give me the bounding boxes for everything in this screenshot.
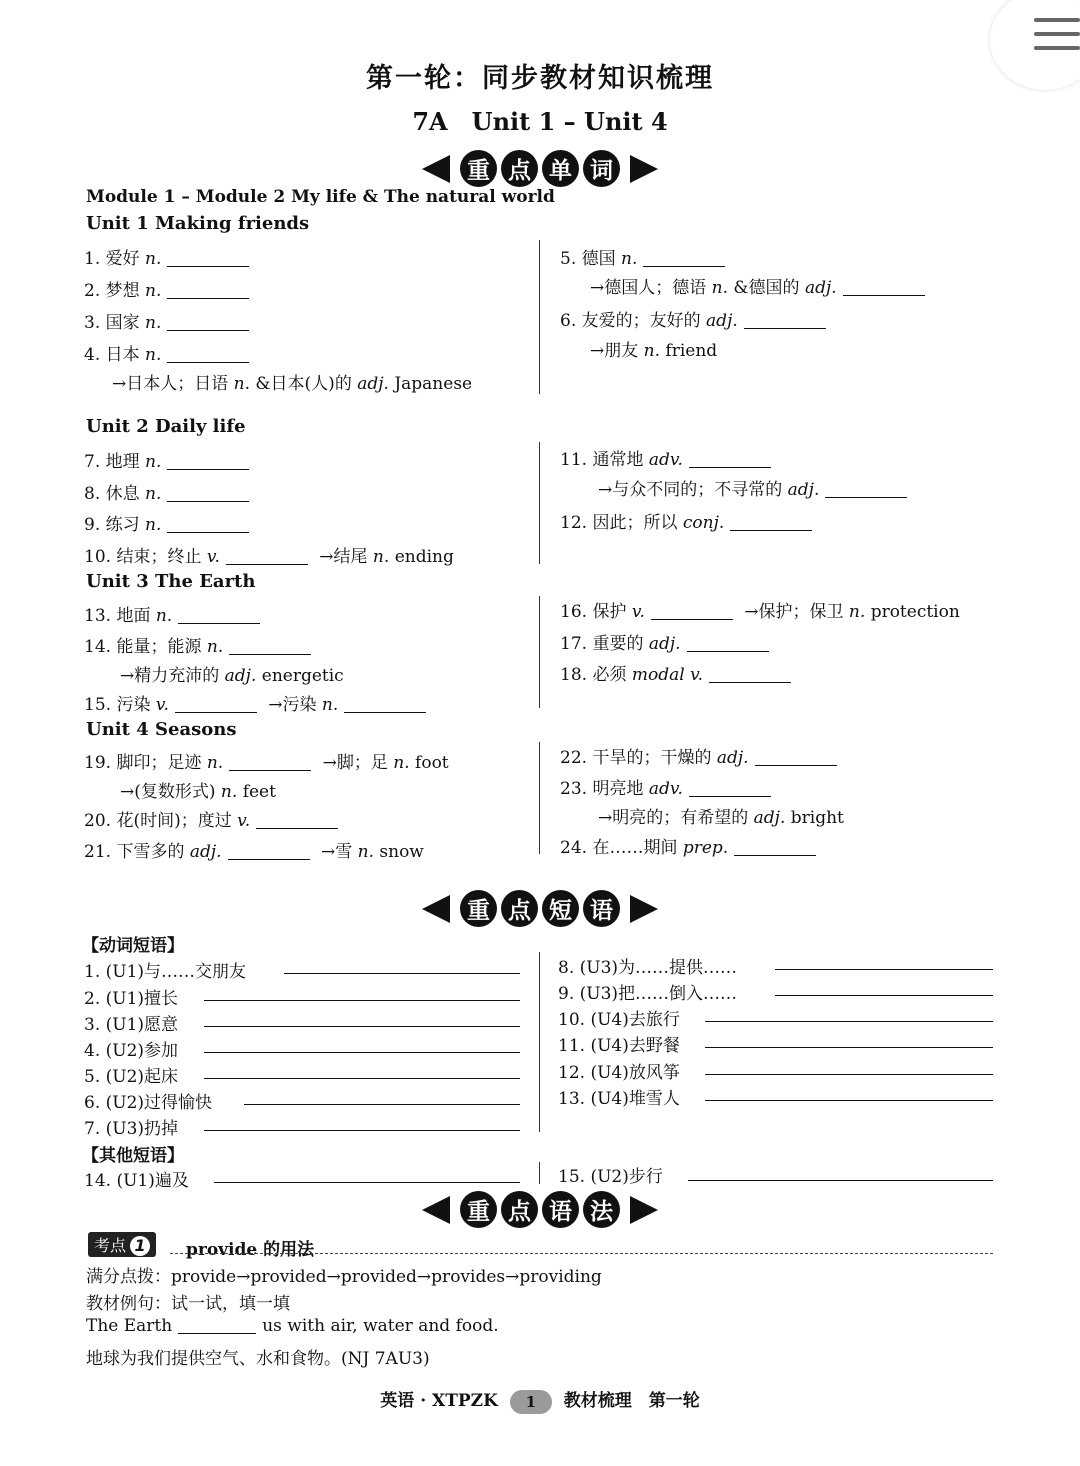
- word-item: 19. 脚印；足迹 n. →脚；足 n. foot: [84, 753, 449, 773]
- answer-line[interactable]: [204, 1052, 520, 1053]
- section-char: 重: [460, 890, 497, 927]
- right-arrow-icon: [630, 895, 658, 923]
- word-item: 8. 休息 n.: [84, 479, 255, 504]
- module-title: Module 1 – Module 2 My life & The natural world: [86, 187, 555, 207]
- answer-line[interactable]: [204, 1026, 520, 1027]
- word-derivative: →日本人；日语 n. &日本(人)的 adj. Japanese: [112, 374, 473, 394]
- section-char: 单: [542, 150, 579, 187]
- left-arrow-icon: [422, 1196, 450, 1224]
- answer-line[interactable]: [204, 1078, 520, 1079]
- word-derivative: →(复数形式) n. feet: [120, 782, 276, 802]
- section-char: 法: [583, 1191, 620, 1228]
- phrase-item: 2. (U1)擅长: [84, 989, 179, 1009]
- answer-line[interactable]: [204, 1000, 520, 1001]
- section-char: 词: [583, 150, 620, 187]
- phrase-item: 12. (U4)放风筝: [558, 1063, 680, 1083]
- answer-line[interactable]: [705, 1021, 993, 1022]
- word-item: 5. 德国 n.: [560, 244, 731, 269]
- dashed-divider: [170, 1253, 993, 1254]
- brace-divider: [539, 1162, 550, 1184]
- answer-line[interactable]: [284, 973, 520, 974]
- word-item: 12. 因此；所以 conj.: [560, 508, 818, 533]
- left-arrow-icon: [422, 895, 450, 923]
- word-item: 11. 通常地 adv.: [560, 445, 777, 470]
- word-item: 3. 国家 n.: [84, 308, 255, 333]
- answer-line[interactable]: [688, 1180, 993, 1181]
- brace-divider: [539, 596, 550, 708]
- word-item: 10. 结束；终止 v. →结尾 n. ending: [84, 547, 454, 567]
- word-item: 7. 地理 n.: [84, 447, 255, 472]
- answer-line[interactable]: [204, 1130, 520, 1131]
- word-item: 6. 友爱的；友好的 adj.: [560, 306, 832, 331]
- section-char: 语: [583, 890, 620, 927]
- section-char: 点: [501, 890, 538, 927]
- word-item: 1. 爱好 n.: [84, 244, 255, 269]
- word-item: 17. 重要的 adj.: [560, 629, 775, 654]
- phrase-item: 5. (U2)起床: [84, 1067, 179, 1087]
- word-derivative: →德国人；德语 n. &德国的 adj.: [590, 273, 931, 298]
- phrase-item: 10. (U4)去旅行: [558, 1010, 680, 1030]
- example-sentence: The Earth us with air, water and food.: [86, 1316, 499, 1336]
- word-item: 13. 地面 n.: [84, 601, 266, 626]
- brace-divider: [539, 742, 550, 854]
- example-label: 教材例句：试一试，填一填: [86, 1294, 290, 1314]
- page-subtitle: 7A Unit 1 – Unit 4: [412, 107, 668, 136]
- section-key-phrases: [0, 890, 1080, 927]
- phrase-item: 7. (U3)扔掉: [84, 1119, 179, 1139]
- word-item: 2. 梦想 n.: [84, 276, 255, 301]
- word-derivative: →精力充沛的 adj. energetic: [120, 666, 344, 686]
- hamburger-menu-icon-bar: [1034, 32, 1080, 36]
- answer-line[interactable]: [214, 1182, 520, 1183]
- word-item: 14. 能量；能源 n.: [84, 632, 317, 657]
- hamburger-menu-icon: [1034, 18, 1080, 22]
- phrase-item: 11. (U4)去野餐: [558, 1036, 680, 1056]
- word-item: 9. 练习 n.: [84, 510, 255, 535]
- section-char: 语: [542, 1191, 579, 1228]
- brace-divider: [539, 240, 550, 394]
- unit-title: Unit 2 Daily life: [86, 416, 246, 437]
- phrase-item: 13. (U4)堆雪人: [558, 1089, 680, 1109]
- right-arrow-icon: [630, 155, 658, 183]
- phrase-item: 15. (U2)步行: [558, 1167, 663, 1187]
- word-derivative: →朋友 n. friend: [590, 341, 718, 361]
- section-char: 点: [501, 150, 538, 187]
- brace-divider: [539, 442, 550, 564]
- section-key-words: [0, 150, 1080, 187]
- exam-point-badge: 考点 1: [88, 1232, 156, 1257]
- word-item: 22. 干旱的；干燥的 adj.: [560, 743, 843, 768]
- phrase-item: 1. (U1)与……交朋友: [84, 962, 247, 982]
- answer-line[interactable]: [775, 995, 993, 996]
- word-item: 24. 在……期间 prep.: [560, 833, 822, 858]
- right-arrow-icon: [630, 1196, 658, 1224]
- unit-title: Unit 3 The Earth: [86, 571, 256, 592]
- phrase-item: 4. (U2)参加: [84, 1041, 179, 1061]
- word-derivative: →与众不同的；不寻常的 adj.: [598, 475, 913, 500]
- section-char: 点: [501, 1191, 538, 1228]
- other-phrases-title: 【其他短语】: [82, 1146, 184, 1166]
- phrase-item: 3. (U1)愿意: [84, 1015, 179, 1035]
- word-item: 21. 下雪多的 adj. →雪 n. snow: [84, 842, 424, 862]
- answer-line[interactable]: [705, 1100, 993, 1101]
- phrase-item: 6. (U2)过得愉快: [84, 1093, 213, 1113]
- word-item: 20. 花(时间)；度过 v.: [84, 806, 344, 831]
- word-derivative: →明亮的；有希望的 adj. bright: [598, 808, 844, 828]
- phrase-item: 8. (U3)为……提供……: [558, 958, 738, 978]
- page-title: 第一轮：同步教材知识梳理: [366, 63, 714, 94]
- example-translation: 地球为我们提供空气、水和食物。(NJ 7AU3): [86, 1349, 430, 1369]
- hamburger-menu-icon-bar: [1034, 46, 1080, 50]
- phrase-item: 9. (U3)把……倒入……: [558, 984, 738, 1004]
- left-arrow-icon: [422, 155, 450, 183]
- grammar-tip: 满分点拨：provide→provided→provided→provides→providing: [86, 1267, 602, 1287]
- grammar-topic: provide 的用法: [186, 1240, 315, 1260]
- word-item: 16. 保护 v. →保护；保卫 n. protection: [560, 602, 960, 622]
- word-item: 4. 日本 n.: [84, 340, 255, 365]
- word-item: 18. 必须 modal v.: [560, 660, 797, 685]
- word-item: 23. 明亮地 adv.: [560, 774, 777, 799]
- answer-line[interactable]: [705, 1047, 993, 1048]
- unit-title: Unit 1 Making friends: [86, 213, 310, 234]
- section-char: 短: [542, 890, 579, 927]
- unit-title: Unit 4 Seasons: [86, 719, 237, 740]
- section-char: 重: [460, 1191, 497, 1228]
- answer-line[interactable]: [244, 1104, 520, 1105]
- page-footer: 英语 · XTPZK 1 教材梳理 第一轮: [0, 1386, 1080, 1414]
- answer-line[interactable]: [775, 969, 993, 970]
- section-char: 重: [460, 150, 497, 187]
- phrase-item: 14. (U1)遍及: [84, 1171, 189, 1191]
- verb-phrases-title: 【动词短语】: [82, 936, 184, 956]
- word-item: 15. 污染 v. →污染 n.: [84, 690, 432, 715]
- brace-divider: [539, 952, 550, 1132]
- answer-line[interactable]: [705, 1074, 993, 1075]
- page-number: 1: [510, 1390, 552, 1414]
- section-key-grammar: [0, 1191, 1080, 1228]
